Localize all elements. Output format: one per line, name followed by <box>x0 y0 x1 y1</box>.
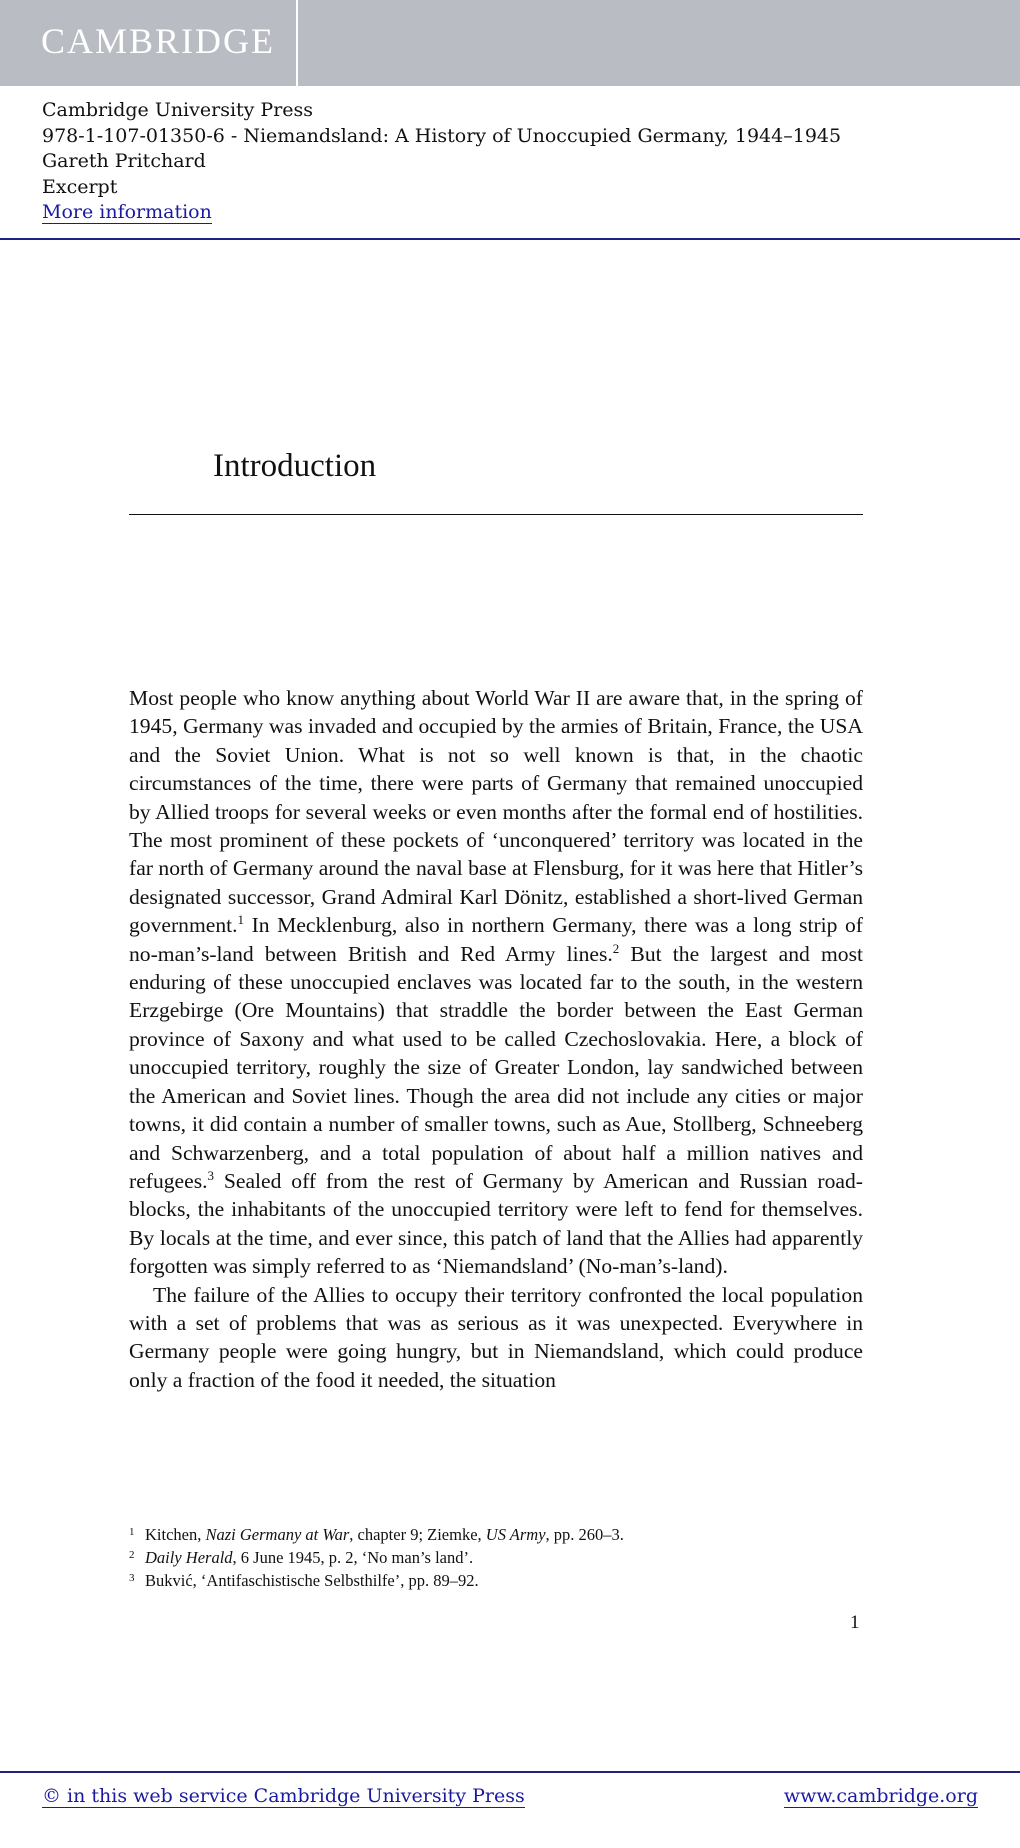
cambridge-logo: CAMBRIDGE <box>41 21 276 61</box>
paragraph-1-part-1: Most people who know anything about World War II are aware that, in the spring of 1945, Germany was invaded and occupied by the armies of Britain, France, the USA and the Soviet Union. What is not so well known is that, in the chaotic circumstances of the time, there were parts of Germany that remained unoccupied by Allied troops for several weeks or even months after the formal end of hostilities. The most prominent of these pockets of ‘unconquered’ territory was located in the far north of Germany around the naval base at Flensburg, for it was here that Hitler’s designated successor, Grand Admiral Karl Dönitz, established a short-lived German government. <box>129 686 863 938</box>
author-name: Gareth Pritchard <box>42 150 206 173</box>
publisher-name: Cambridge University Press <box>42 99 314 121</box>
footnote-2 <box>129 1545 863 1568</box>
footnote-ref-3[interactable]: 3 <box>207 1167 215 1183</box>
chapter-title: Introduction <box>213 448 377 484</box>
footnote-number: 3 <box>129 1572 135 1584</box>
isbn-title: 978-1-107-01350-6 - Niemandsland: A History of Unoccupied Germany, 1944–1945 <box>42 124 842 147</box>
footnote-text: Bukvić, ‘Antifaschistische Selbsthilfe’, pp. 89–92. <box>145 1571 479 1590</box>
header-banner <box>0 0 1020 86</box>
paragraph-2: The failure of the Allies to occupy their territory confronted the local population with a set of problems that was as serious as it was unexpected. Everywhere in Germany people were going hungry, but in Niemandsland, which could produce only a fraction of the food it needed, the situation <box>129 1282 863 1392</box>
footnote-ref-2[interactable]: 2 <box>612 940 620 956</box>
footnote-number: 2 <box>129 1549 135 1561</box>
footnote-text: , 6 June 1945, p. 2, ‘No man’s land’. <box>232 1548 474 1567</box>
footer-divider <box>0 1771 1020 1773</box>
website-link[interactable]: www.cambridge.org <box>783 1785 978 1807</box>
title-underline <box>129 514 863 515</box>
header-divider <box>0 238 1020 240</box>
paragraph-1-part-4: Sealed off from the rest of Germany by American and Russian road-blocks, the inhabitants of the unoccupied territory were left to fend for themselves. By locals at the time, and ever since, this patch of land that the Allies had apparently forgotten was simply referred to as ‘Niemandsland’ (No-man’s-land). <box>129 1168 863 1279</box>
footnote-text: , pp. 260–3. <box>545 1525 624 1544</box>
paragraph-1-part-3: But the largest and most enduring of these unoccupied enclaves was located far to the south, in the western Erzgebirge (Ore Mountains) that straddle the border between the East German province of Saxony and what used to be called Czechoslovakia. Here, a block of unoccupied territory, roughly the size of Greater London, lay sandwiched between the American and Soviet lines. Though the area did not include any cities or major towns, it did contain a number of smaller towns, such as Aue, Stollberg, Schneeberg and Schwarzenberg, and a total population of about half a million natives and refugees. <box>129 941 863 1193</box>
more-information-link[interactable]: More information <box>42 201 212 224</box>
footnote-text: , chapter 9; Ziemke, <box>349 1525 486 1544</box>
footnote-text: Kitchen, <box>145 1525 206 1544</box>
copyright-link[interactable]: © in this web service Cambridge University Press <box>42 1785 525 1807</box>
logo-panel <box>0 0 298 86</box>
footnote-1 <box>129 1522 863 1545</box>
footnote-3 <box>129 1568 863 1591</box>
footnotes <box>129 1522 863 1591</box>
page-number: 1 <box>850 1612 860 1633</box>
book-metadata <box>42 98 841 226</box>
footnote-number: 1 <box>129 1526 135 1538</box>
body-text <box>129 684 863 1394</box>
footnote-italic: Daily Herald <box>145 1548 233 1567</box>
footnote-italic: Nazi Germany at War <box>205 1525 350 1544</box>
footnote-ref-1[interactable]: 1 <box>237 912 245 928</box>
paragraph-1 <box>129 684 863 1281</box>
paragraph-1-part-2: In Mecklenburg, also in northern Germany, there was a long strip of no-man’s-land between British and Red Army lines. <box>129 913 863 966</box>
footnote-italic: US Army <box>485 1525 546 1544</box>
document-type: Excerpt <box>42 175 118 198</box>
